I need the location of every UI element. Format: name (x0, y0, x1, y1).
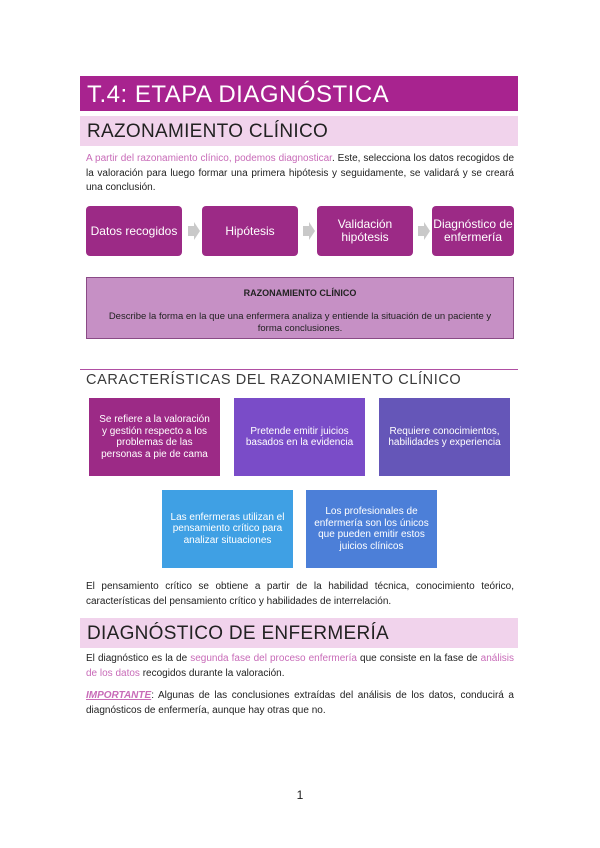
diagnosis-highlight: segunda fase del proceso enfermería (190, 653, 357, 664)
flow-step-datos: Datos recogidos (86, 206, 182, 256)
closing-paragraph: El pensamiento crítico se obtiene a partir de la habilidad técnica, conocimiento teórico, características del pensamiento crítico y habilidades de interrelación. (86, 581, 514, 607)
important-label: IMPORTANTE (86, 690, 152, 701)
diagnosis-text: El diagnóstico es la de (86, 653, 191, 664)
intro-rest: . Este, selecciona los datos recogidos de la valoración para luego formar una primera hipótesis y seguidamente, se validará y se creará una conclusión. (86, 153, 515, 193)
definition-text: Describe la forma en la que una enfermera analiza y entiende la situación de un paciente y forma conclusiones. (108, 311, 492, 334)
characteristic-box: Se refiere a la valoración y gestión respecto a los problemas de las personas a pie de cama (89, 398, 220, 476)
section-divider (80, 369, 518, 370)
intro-highlight: A partir del razonamiento clínico, podemos diagnosticar (86, 153, 332, 164)
section-heading-caracteristicas: CARACTERÍSTICAS DEL RAZONAMIENTO CLÍNICO (86, 372, 462, 388)
diagnosis-text: recogidos durante la valoración. (139, 667, 285, 679)
section-heading-diagnostico: DIAGNÓSTICO DE ENFERMERÍA (80, 618, 518, 648)
page-title: T.4: ETAPA DIAGNÓSTICA (80, 76, 518, 111)
characteristic-box: Requiere conocimientos, habilidades y experiencia (379, 398, 510, 476)
intro-paragraph (86, 152, 514, 196)
section-heading-razonamiento: RAZONAMIENTO CLÍNICO (80, 116, 518, 146)
important-paragraph (86, 689, 514, 718)
flow-step-validacion: Validación hipótesis (317, 206, 413, 256)
flow-step-diagnostico: Diagnóstico de enfermería (432, 206, 514, 256)
diagnosis-paragraph (86, 652, 514, 681)
definition-title: RAZONAMIENTO CLÍNICO (243, 288, 357, 298)
important-text: : Algunas de las conclusiones extraídas del análisis de los datos, conducirá a diagnósticos de enfermería, aunque hay otras que no. (86, 690, 514, 716)
diagnosis-text: que consiste en la fase de (356, 653, 481, 664)
characteristic-box: Pretende emitir juicios basados en la evidencia (234, 398, 365, 476)
definition-box (86, 277, 514, 339)
characteristic-box: Los profesionales de enfermería son los únicos que pueden emitir estos juicios clínicos (306, 490, 437, 568)
diagnosis-highlight: análisis de los datos (86, 653, 515, 679)
flow-step-hipotesis: Hipótesis (202, 206, 298, 256)
characteristic-box: Las enfermeras utilizan el pensamiento crítico para analizar situaciones (162, 490, 293, 568)
page-number: 1 (296, 788, 304, 802)
